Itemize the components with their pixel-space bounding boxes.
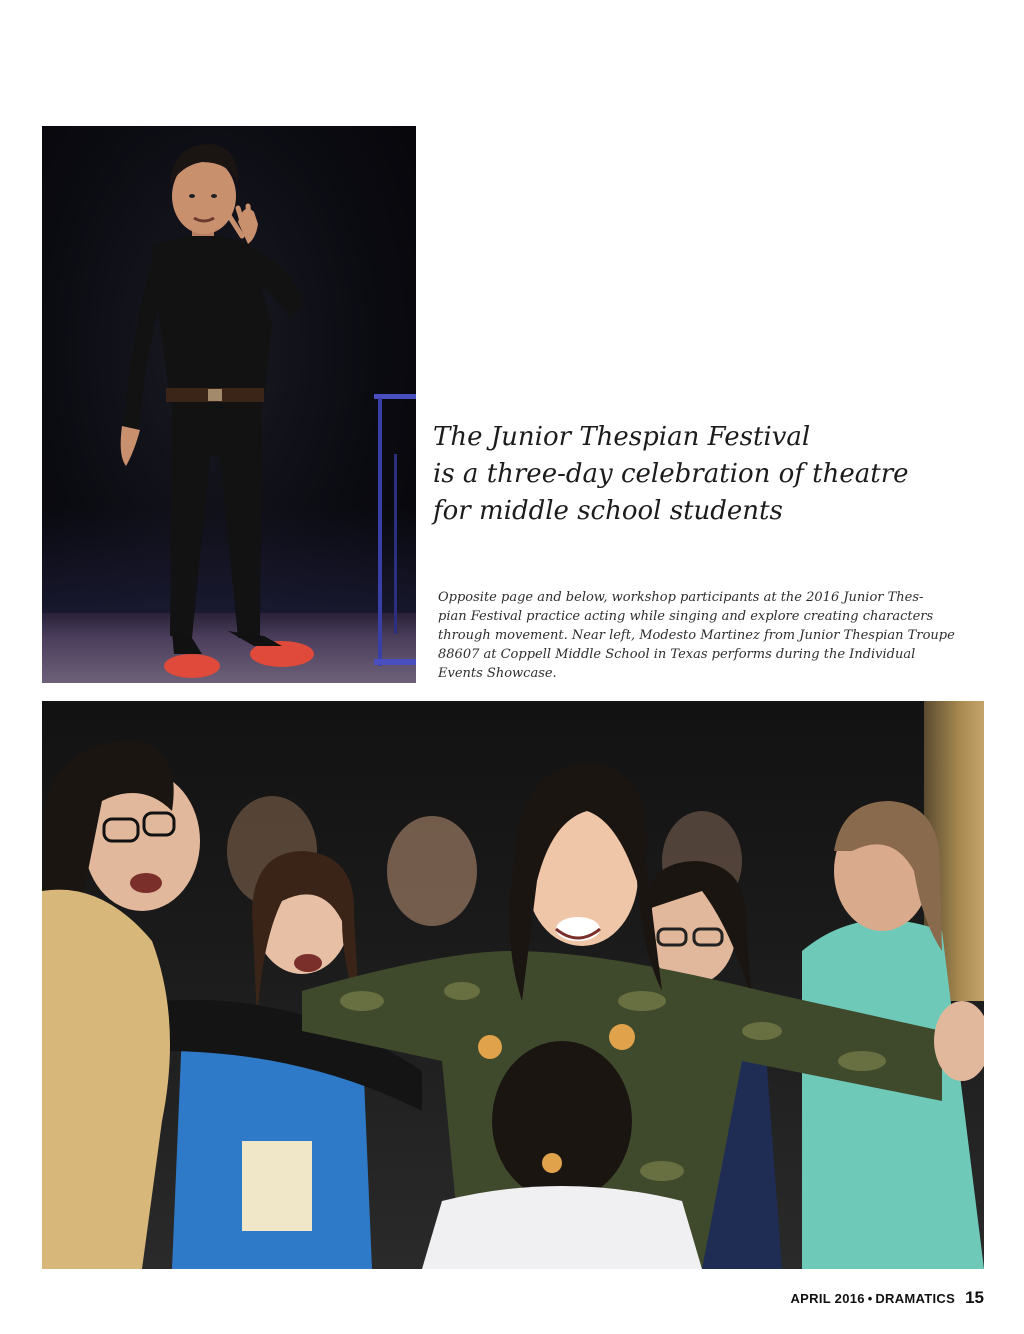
pull-quote-line: for middle school students: [433, 496, 783, 526]
pull-quote: [433, 419, 993, 530]
page-number: 15: [965, 1288, 984, 1307]
caption-line: pian Festival practice acting while singing and explore creating characters: [438, 609, 934, 624]
caption-line: 88607 at Coppell Middle School in Texas performs during the Individual: [438, 647, 916, 662]
caption-line: Events Showcase.: [438, 666, 557, 681]
performer-figure: [42, 126, 416, 683]
pull-quote-line: is a three-day celebration of theatre: [433, 459, 909, 489]
workshop-scene: [42, 701, 984, 1269]
workshop-photo: [42, 701, 984, 1269]
issue-date: APRIL 2016: [790, 1291, 865, 1306]
pull-quote-line: The Junior Thespian Festival: [433, 422, 811, 452]
page-footer: [790, 1288, 984, 1308]
caption-line: through movement. Near left, Modesto Martinez from Junior Thespian Troupe: [438, 628, 955, 643]
magazine-name: DRAMATICS: [875, 1291, 956, 1306]
caption-line: Opposite page and below, workshop participants at the 2016 Junior Thes-: [438, 590, 924, 605]
photo-caption: [438, 588, 973, 683]
folio-separator: •: [867, 1291, 873, 1306]
performer-photo: [42, 126, 416, 683]
